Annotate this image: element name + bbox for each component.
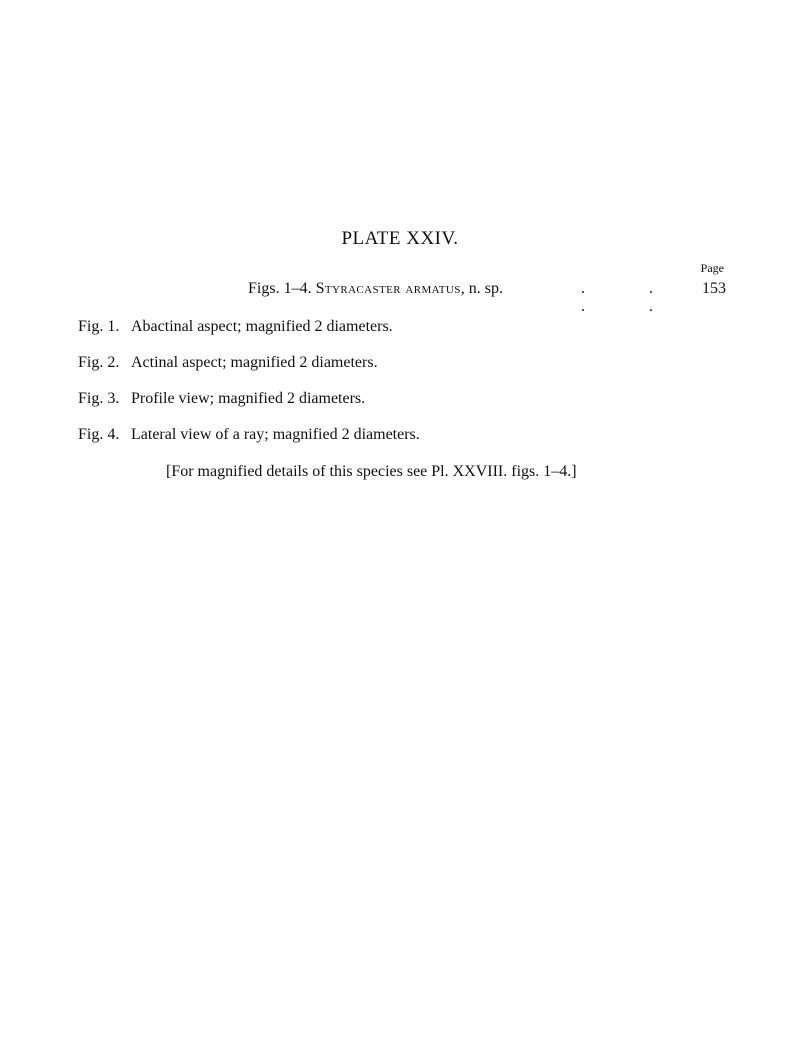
figure-item (78, 354, 420, 390)
figs-range-label: Figs. 1–4. (248, 280, 312, 297)
figure-item (78, 318, 420, 354)
figure-description: Profile view; magnified 2 diameters. (131, 390, 366, 407)
figure-description: Lateral view of a ray; magnified 2 diameters. (131, 426, 420, 443)
plate-title: PLATE XXIV. (341, 228, 459, 249)
cross-reference-note: [For magnified details of this species see Pl. XXVIII. figs. 1–4.] (166, 463, 577, 480)
species-name: Styracaster armatus (315, 280, 461, 297)
figure-label: Fig. 4. (78, 426, 120, 443)
figure-description: Actinal aspect; magnified 2 diameters. (131, 354, 378, 371)
figure-label: Fig. 3. (78, 390, 120, 407)
figure-description: Abactinal aspect; magnified 2 diameters. (131, 318, 393, 335)
figure-label: Fig. 2. (78, 354, 120, 371)
leader-dots: . . . . (581, 280, 683, 315)
figure-list (78, 318, 420, 462)
page-number: 153 (702, 280, 726, 297)
figure-item (78, 390, 420, 426)
figure-label: Fig. 1. (78, 318, 120, 335)
species-entry (248, 280, 726, 315)
species-entry-text (248, 280, 503, 298)
figure-item (78, 426, 420, 462)
species-suffix: , n. sp. (460, 280, 503, 297)
page-column-heading: Page (700, 261, 724, 275)
